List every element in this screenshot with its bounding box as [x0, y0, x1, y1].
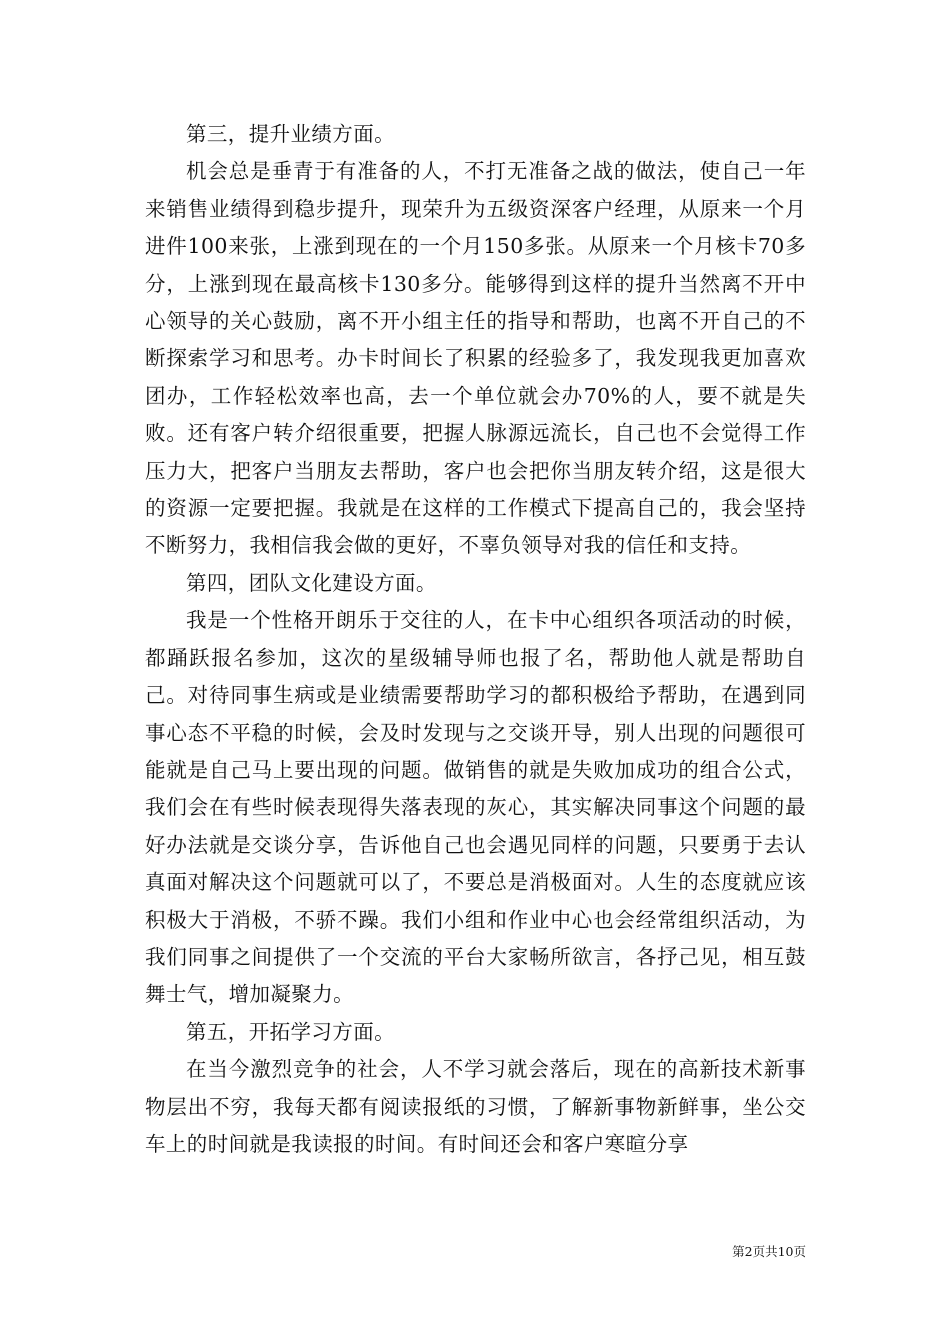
section-heading-5: 第五，开拓学习方面。: [186, 1019, 395, 1044]
section-heading-4: 第四，团队文化建设方面。: [186, 570, 437, 595]
paragraph-performance: 机会总是垂青于有准备的人，不打无准备之战的做法，使自己一年来销售业绩得到稳步提升，现荣升为五级资深客户经理，从原来一个月进件100来张，上涨到现在的一个月150多张。从原来一个月核卡70多分，上涨到现在最高核卡130多分。能够得到这样的提升当然离不开中心领导的关心鼓励，离不开小组主任的指导和帮助，也离不开自己的不断探索学习和思考。办卡时间长了积累的经验多了，我发现我更加喜欢团办，工作轻松效率也高，去一个单位就会办70%的人，要不就是失败。还有客户转介绍很重要，把握人脉源远流长，自己也不会觉得工作压力大，把客户当朋友去帮助，客户也会把你当朋友转介绍，这是很大的资源一定要把握。我就是在这样的工作模式下提高自己的，我会坚持不断努力，我相信我会做的更好，不辜负领导对我的信任和支持。: [145, 159, 806, 558]
document-body: [145, 116, 806, 1163]
paragraph-team-culture: 我是一个性格开朗乐于交往的人，在卡中心组织各项活动的时候，都踊跃报名参加，这次的星级辅导师也报了名，帮助他人就是帮助自己。对待同事生病或是业绩需要帮助学习的都积极给予帮助，在遇到同事心态不平稳的时候，会及时发现与之交谈开导，别人出现的问题很可能就是自己马上要出现的问题。做销售的就是失败加成功的组合公式，我们会在有些时候表现得失落表现的灰心，其实解决同事这个问题的最好办法就是交谈分享，告诉他自己也会遇见同样的问题，只要勇于去认真面对解决这个问题就可以了，不要总是消极面对。人生的态度就应该积极大于消极，不骄不躁。我们小组和作业中心也会经常组织活动，为我们同事之间提供了一个交流的平台大家畅所欲言，各抒己见，相互鼓舞士气，增加凝聚力。: [145, 608, 806, 1007]
page-number: 第2页共10页: [732, 1244, 806, 1259]
paragraph-learning: 在当今激烈竞争的社会，人不学习就会落后，现在的高新技术新事物层出不穷，我每天都有阅读报纸的习惯，了解新事物新鲜事，坐公交车上的时间就是我读报的时间。有时间还会和客户寒暄分享: [145, 1057, 806, 1156]
section-heading-3: 第三，提升业绩方面。: [186, 122, 395, 146]
